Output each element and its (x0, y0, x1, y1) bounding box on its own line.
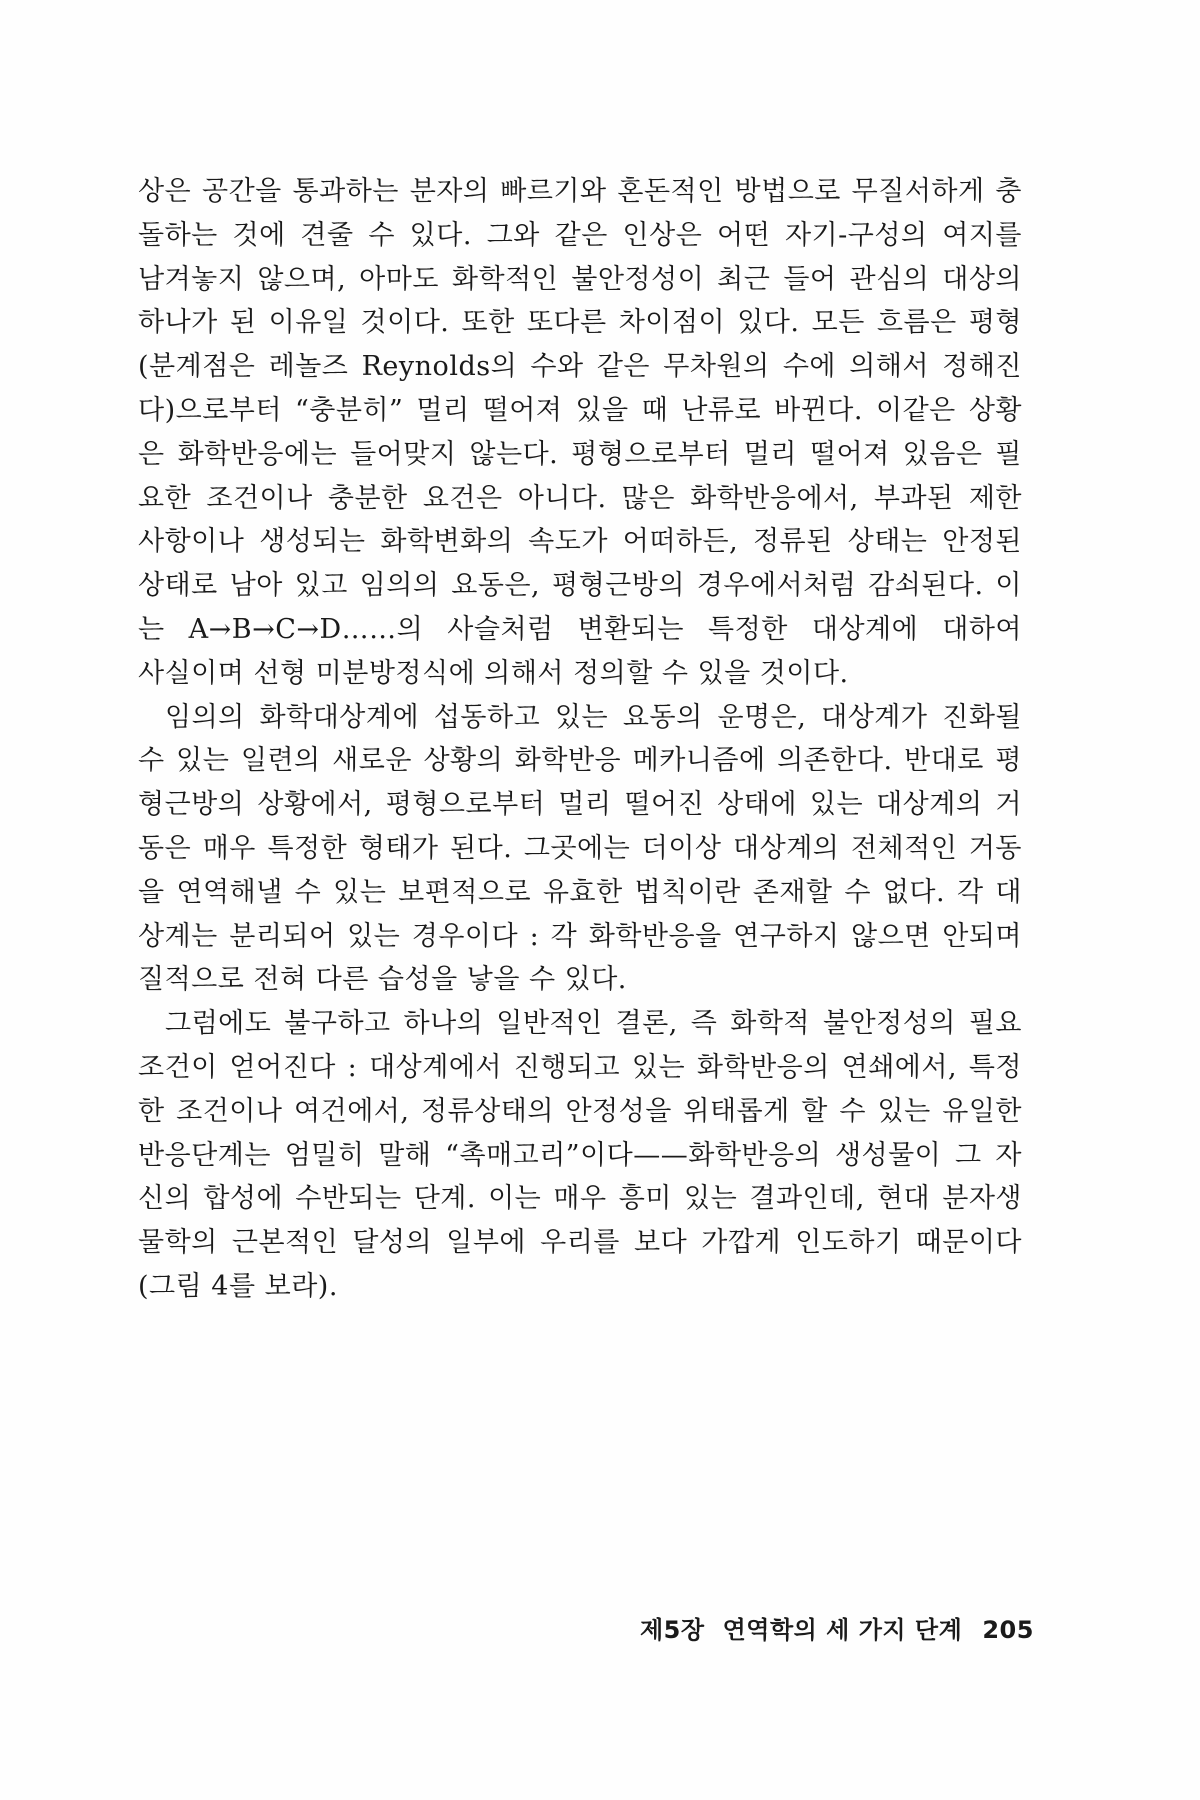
text-line: 한 조건이나 여건에서, 정류상태의 안정성을 위태롭게 할 수 있는 유일한 (138, 1095, 1022, 1127)
text-line: 은 화학반응에는 들어맞지 않는다. 평형으로부터 멀리 떨어져 있음은 필 (138, 438, 1022, 470)
text-line: 상은 공간을 통과하는 분자의 빠르기와 혼돈적인 방법으로 무질서하게 충 (138, 176, 1022, 207)
text-line: 는 A→B→C→D……의 사슬처럼 변환되는 특정한 대상계에 대하여 (138, 613, 1022, 645)
text-line: (분계점은 레놀즈 Reynolds의 수와 같은 무차원의 수에 의해서 정해진 (138, 351, 1022, 383)
text-line: 반응단계는 엄밀히 말해 “촉매고리”이다——화학반응의 생성물이 그 자 (138, 1139, 1022, 1171)
text-line: 하나가 된 이유일 것이다. 또한 또다른 차이점이 있다. 모든 흐름은 평형 (138, 307, 1022, 339)
text-line: 남겨놓지 않으며, 아마도 화학적인 불안정성이 최근 들어 관심의 대상의 (138, 263, 1022, 295)
text-line: 돌하는 것에 견줄 수 있다. 그와 같은 인상은 어떤 자기-구성의 여지를 (138, 219, 1022, 251)
chapter-title: 연역학의 세 가지 단계 (722, 1616, 963, 1644)
text-line: 상태로 남아 있고 임의의 요동은, 평형근방의 경우에서처럼 감쇠된다. 이 (138, 570, 1022, 602)
text-line: 다)으로부터 “충분히” 멀리 떨어져 있을 때 난류로 바뀐다. 이같은 상황 (138, 394, 1022, 426)
text-line: 임의의 화학대상계에 섭동하고 있는 요동의 운명은, 대상계가 진화될 (165, 701, 1022, 733)
text-line: 사항이나 생성되는 화학변화의 속도가 어떠하든, 정류된 상태는 안정된 (138, 526, 1022, 558)
text-line: (그림 4를 보라). (138, 1270, 338, 1302)
paragraph-1 (138, 170, 1022, 696)
text-line: 수 있는 일련의 새로운 상황의 화학반응 메카니즘에 의존한다. 반대로 평 (138, 745, 1022, 777)
text-line: 요한 조건이나 충분한 요건은 아니다. 많은 화학반응에서, 부과된 제한 (138, 482, 1022, 514)
body-text (138, 170, 1022, 1309)
text-line: 질적으로 전혀 다른 습성을 낳을 수 있다. (138, 964, 627, 996)
text-line: 그럼에도 불구하고 하나의 일반적인 결론, 즉 화학적 불안정성의 필요 (165, 1008, 1022, 1040)
text-line: 조건이 얻어진다 : 대상계에서 진행되고 있는 화학반응의 연쇄에서, 특정 (138, 1051, 1022, 1083)
paragraph-2 (138, 696, 1022, 1003)
text-line: 을 연역해낼 수 있는 보편적으로 유효한 법칙이란 존재할 수 없다. 각 대 (138, 876, 1022, 908)
running-footer (640, 1610, 1034, 1645)
text-line: 동은 매우 특정한 형태가 된다. 그곳에는 더이상 대상계의 전체적인 거동 (138, 832, 1022, 864)
text-line: 사실이며 선형 미분방정식에 의해서 정의할 수 있을 것이다. (138, 657, 849, 689)
page-number: 205 (982, 1616, 1034, 1644)
text-line: 신의 합성에 수반되는 단계. 이는 매우 흥미 있는 결과인데, 현대 분자생 (138, 1183, 1022, 1215)
text-line: 형근방의 상황에서, 평형으로부터 멀리 떨어진 상태에 있는 대상계의 거 (138, 789, 1022, 821)
paragraph-3 (138, 1002, 1022, 1309)
chapter-number: 제5장 (640, 1616, 705, 1644)
text-line: 상계는 분리되어 있는 경우이다 : 각 화학반응을 연구하지 않으면 안되며 (138, 920, 1022, 952)
text-line: 물학의 근본적인 달성의 일부에 우리를 보다 가깝게 인도하기 때문이다 (138, 1227, 1022, 1259)
